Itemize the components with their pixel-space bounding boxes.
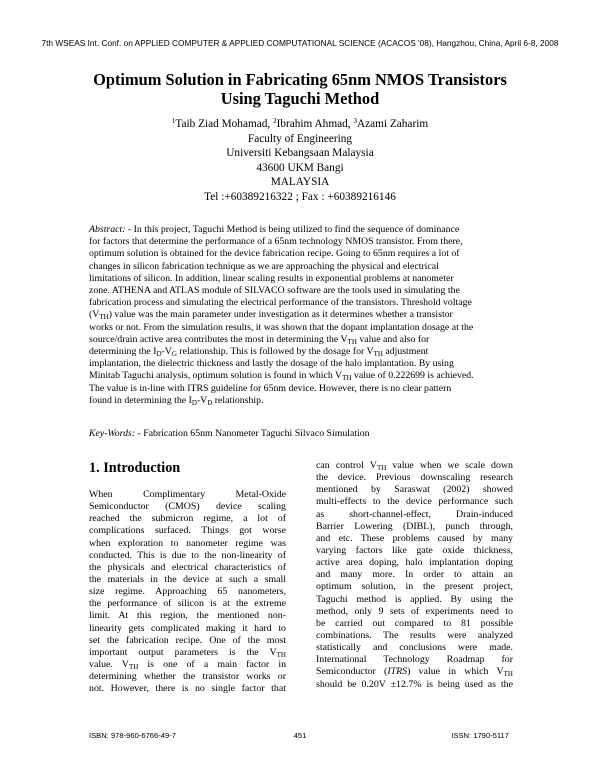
author-postcode: 43600 UKM Bangi [256,161,344,174]
author-faculty: Faculty of Engineering [247,132,353,145]
author-block [0,117,600,205]
title-line-1: Optimum Solution in Fabricating 65nm NMOS Transistors [93,70,507,89]
abstract-label: Abstract: [89,224,126,235]
title-line-2: Using Taguchi Method [220,89,380,108]
section-heading-introduction: 1. Introduction [89,460,181,476]
paper-title [0,70,600,108]
author-contact: Tel :+60389216322 ; Fax : +60389216146 [204,190,396,203]
conference-header: 7th WSEAS Int. Conf. on APPLIED COMPUTER & APPLIED COMPUTATIONAL SCIENCE (ACACOS '08), Hangzhou, China, April 6-8, 2008 [41,38,559,48]
abstract: Abstract: - In this project, Taguchi Method is being utilized to find the sequence of dominance for factors that determine the performance of a 65nm technology NMOS transistor. From there, optimum solution is obtained for the device fabrication recipe. Going to 65nm requires a lot of changes in silicon fabrication technique as we are approaching the physical and electrical limitations of silicon. In addition, linear scaling results in exponential problems at nanometer zone. ATHENA and ATLAS module of SILVACO software are the tools used in simulating the fabrication process and simulating the electrical performance of the transistors. Threshold voltage $(V_{TH})$ value was the main parameter under investigation as it determines whether a transistor works or not. From the simulation results, it was shown that the dopant implantation dosage at the source/drain active area contributes the most in determining the $V_{TH}$ value and also for determining the $I_D-V_G$ relationship. This is followed by the dosage for $V_{TH}$ adjustment implantation, the dielectric thickness and lastly the dosage of the halo implantation. By using Minitab Taguchi analysis, optimum solution is found in which $V_{TH}$ value of 0.222699 is achieved. The value is in-line with ITRS guideline for 65nm device. However, there is no clear pattern found in determining the $I_D-V_D$ relationship. [89,224,474,407]
footer-isbn: ISBN: 978-960-6766-49-7 [89,731,176,740]
right-column-text: can control $V_{TH}$ value when we scale down the device. Previous downscaling research mentioned by Saraswat (2002) showed multi-effects to the device performance such as short-channel-effect, Drain-induced Barrier Lowering (DIBL), punch through, and etc. These problems caused by many varying factors like gate oxide thickness, active area doping, halo implantation doping and many more. In order to attain an optimum solution, in the present project, Taguchi method is applied. By using the method, only 9 sets of experiments need to be carried out compared to 81 possible combinations. The results were analyzed statistically and conclusions were made. International Technology Roadmap for Semiconductor (ITRS) value in which $V_{TH}$ should be 0.20V ±12.7% is being used as the [316,460,513,690]
keywords: Key-Words: - Fabrication 65nm Nanometer Taguchi Silvaco Simulation [89,428,370,439]
footer-issn: ISSN: 1790-5117 [451,731,509,740]
author-names: $^1$Taib Ziad Mohamad, $^2$Ibrahim Ahmad, $^3$Azami Zaharim [171,117,429,130]
author-country: MALAYSIA [270,176,330,189]
author-university: Universiti Kebangsaan Malaysia [226,147,374,160]
footer-page-number: 451 [293,731,307,740]
keywords-label: Key-Words: [89,428,136,439]
left-column-text: When Complimentary Metal-Oxide Semiconductor (CMOS) device scaling reached the submicron regime, a lot of complications surfaced. Things got worse when exploration to nanometer regime was conducted. This is due to the non-linearity of the physicals and electrical characteristics of the materials in the device at such a small size regime. Approaching 65 nanometers, the performance of silicon is at the extreme limit. At this region, the mentioned non- linearity gets complicated making it hard to set the fabrication recipe. One of the most important output parameters is the $V_{TH}$ value. $V_{TH}$ is one of a main factor in determining whether the transistor works or not. However, there is no single factor that [89,489,287,695]
